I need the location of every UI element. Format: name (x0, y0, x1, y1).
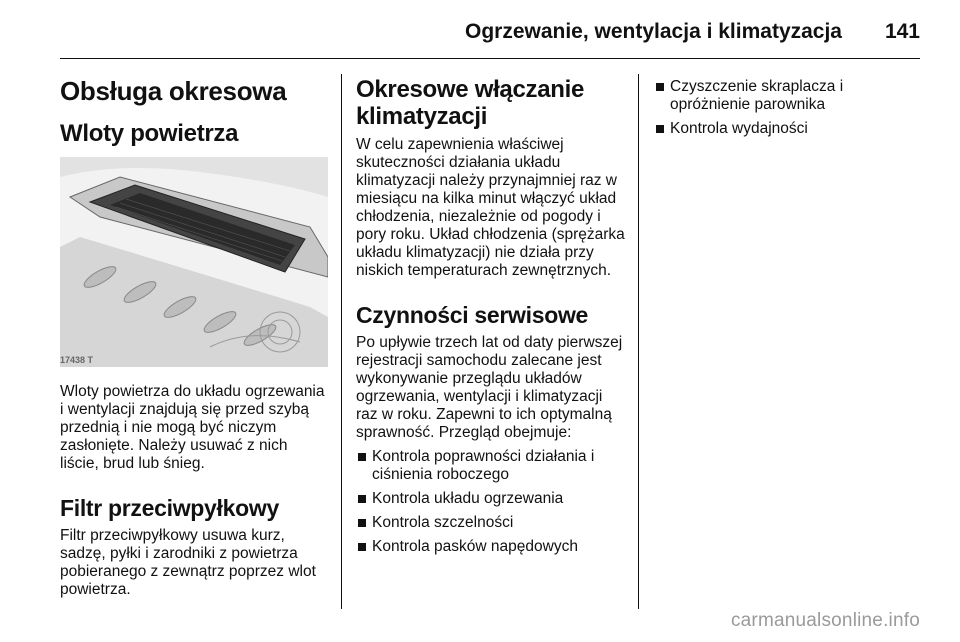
air-intake-figure (60, 157, 328, 367)
ac-periodic-text: W celu zapewnienia właściwej skuteczności działania układu klimatyzacji należy przynajmniej raz w miesiącu na kilka minut włączyć układ chłodzenia, niezależnie od pogody i pory roku. Układ chłodzenia (sprężarka układu klimatyzacji) nie działa przy niskich temperaturach zewnętrznych. (356, 136, 625, 279)
ac-periodic-heading: Okresowe włączanie klimatyzacji (356, 76, 585, 130)
list-item: Kontrola wydajności (654, 120, 924, 138)
column-divider-1 (341, 74, 342, 609)
subsection-title: Wloty powietrza (60, 120, 239, 147)
column-divider-2 (638, 74, 639, 609)
column-middle (356, 72, 626, 556)
list-item: Czyszczenie skraplacza i opróżnienie parownika (654, 78, 924, 114)
chapter-title: Ogrzewanie, wentylacja i klimatyzacja (464, 20, 842, 43)
list-item: Kontrola szczelności (356, 514, 626, 532)
list-item: Kontrola pasków napędowych (356, 538, 626, 556)
bullet-icon (358, 453, 366, 461)
service-list (356, 448, 626, 556)
watermark: carmanualsonline.info (730, 610, 920, 631)
pollen-filter-heading: Filtr przeciwpyłkowy (60, 495, 279, 521)
service-list-continued (654, 78, 924, 138)
list-item: Kontrola poprawności działania i ciśnienia roboczego (356, 448, 626, 484)
air-intake-illustration (60, 157, 328, 367)
bullet-icon (656, 83, 664, 91)
figure-reference: 17438 T (60, 355, 94, 365)
list-item: Kontrola układu ogrzewania (356, 490, 626, 508)
column-left (60, 72, 328, 599)
bullet-icon (358, 495, 366, 503)
page-header (60, 14, 920, 62)
service-heading: Czynności serwisowe (356, 302, 589, 328)
bullet-icon (358, 519, 366, 527)
section-title: Obsługa okresowa (60, 76, 287, 106)
service-text: Po upływie trzech lat od daty pierwszej rejestracji samochodu zalecane jest wykonywanie przeglądu układów ogrzewania, wentylacji i klimatyzacji raz w roku. Zapewni to ich optymalną sprawność. Przegląd obejmuje: (356, 334, 623, 441)
air-intake-text: Wloty powietrza do układu ogrzewania i wentylacji znajdują się przed szybą przednią i nie mogą być niczym zasłonięte. Należy usuwać z nich liście, brud lub śnieg. (60, 383, 325, 472)
pollen-filter-text: Filtr przeciwpyłkowy usuwa kurz, sadzę, pyłki i zarodniki z powietrza pobieranego z zewnątrz poprzez wlot powietrza. (60, 527, 316, 598)
bullet-icon (358, 543, 366, 551)
header-divider (60, 58, 920, 59)
column-right (654, 72, 924, 138)
bullet-icon (656, 125, 664, 133)
page-number: 141 (884, 20, 920, 43)
